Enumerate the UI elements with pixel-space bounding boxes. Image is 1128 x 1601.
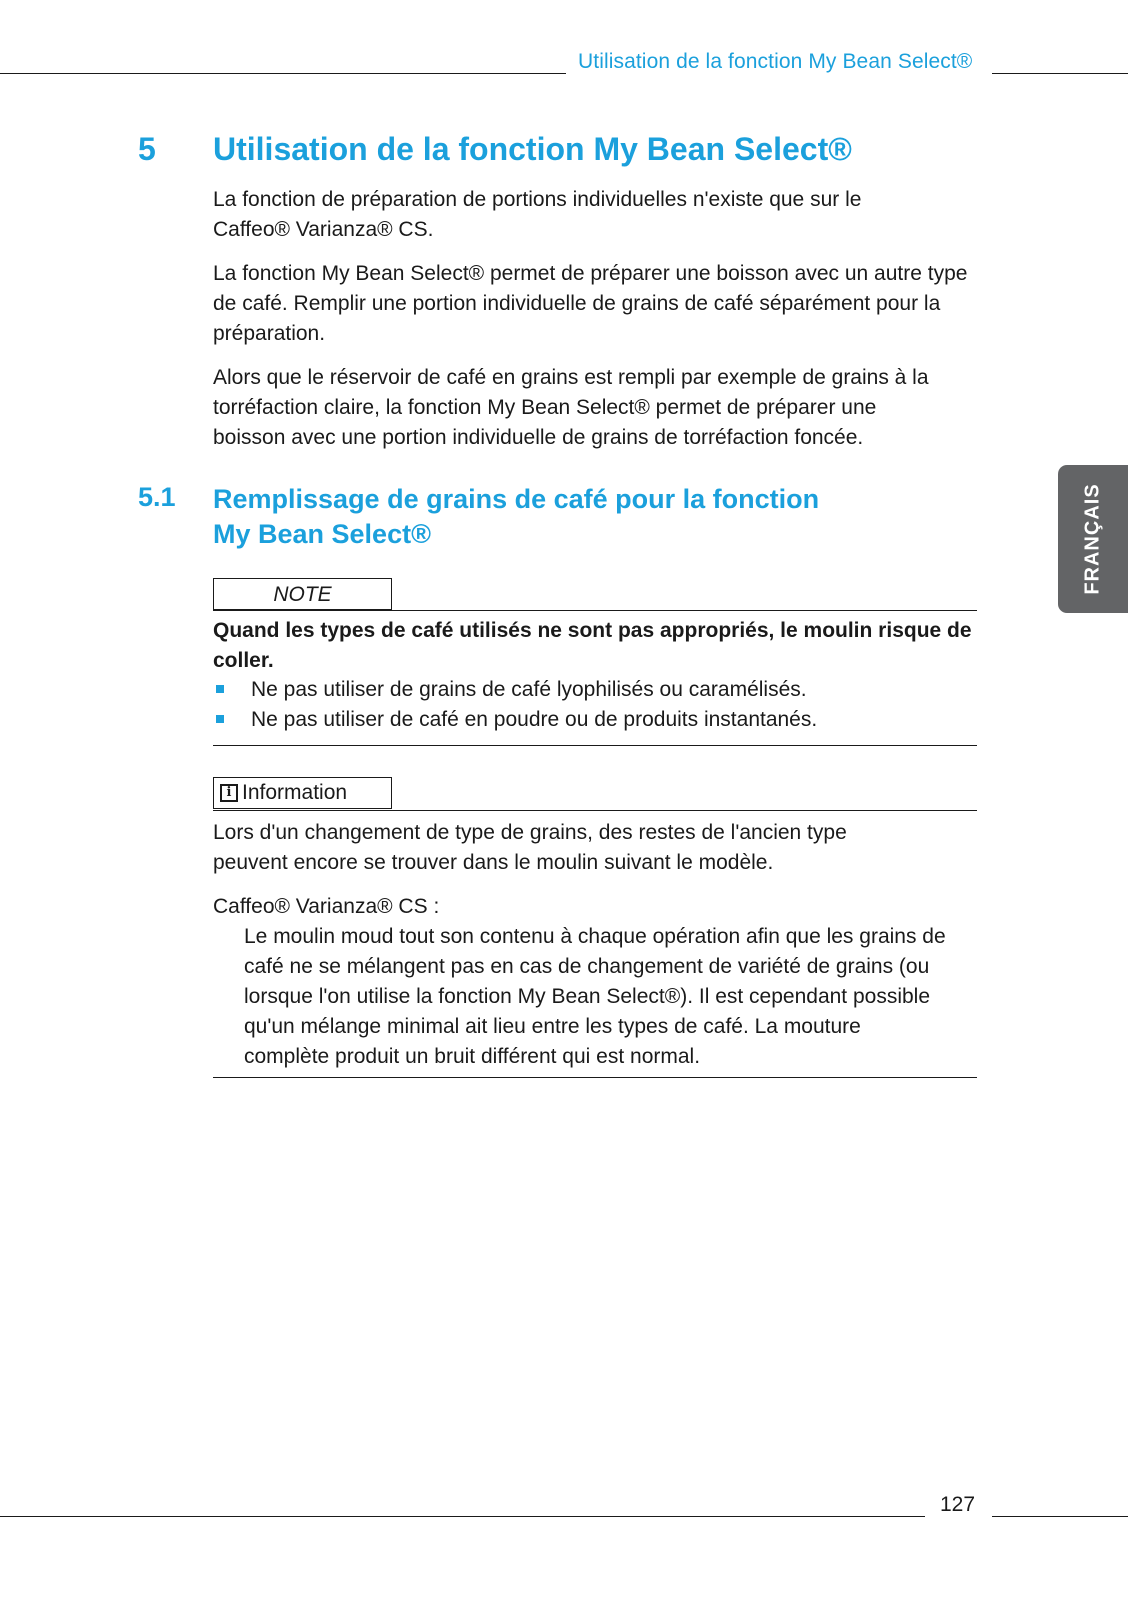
page-number: 127 <box>940 1493 976 1516</box>
info-paragraph: Lors d'un changement de type de grains, des restes de l'ancien type peuvent encore se trouver dans le moulin suivant le modèle. <box>213 821 847 874</box>
subsection-number: 5.1 <box>138 482 176 512</box>
info-top-rule <box>213 810 977 811</box>
bullet-square-icon <box>216 685 224 693</box>
section-number: 5 <box>138 131 156 167</box>
subsection-title-line-2: My Bean Select® <box>213 519 431 549</box>
note-warning: Quand les types de café utilisés ne sont pas appropriés, le moulin risque de coller. <box>213 619 972 672</box>
footer-rule-right <box>992 1516 1128 1517</box>
intro-paragraph-1: La fonction de préparation de portions individuelles n'existe que sur le Caffeo® Varianza® CS. <box>213 188 862 241</box>
subsection-title <box>213 482 933 552</box>
header-rule-left <box>0 73 566 74</box>
intro-paragraph-3: Alors que le réservoir de café en grains est rempli par exemple de grains à la torréfaction claire, la fonction My Bean Select® permet de préparer une boisson avec une portion individuelle de grains de torréfaction foncée. <box>213 366 929 449</box>
note-bullet-text: Ne pas utiliser de grains de café lyophilisés ou caramélisés. <box>251 678 807 701</box>
header-rule-right <box>992 73 1128 74</box>
bullet-square-icon <box>216 715 224 723</box>
note-bullet-2 <box>213 705 973 735</box>
language-tab <box>1058 465 1128 613</box>
subsection-title-line-1: Remplissage de grains de café pour la fonction <box>213 484 820 514</box>
note-bullet-text: Ne pas utiliser de café en poudre ou de produits instantanés. <box>251 708 818 731</box>
language-tab-label: FRANÇAIS <box>1081 483 1104 595</box>
info-icon: i <box>220 784 238 802</box>
footer-rule-left <box>0 1516 925 1517</box>
info-bottom-rule <box>213 1077 977 1078</box>
info-label-text: Information <box>242 781 348 804</box>
note-bullet-1 <box>213 675 973 705</box>
info-model: Caffeo® Varianza® CS : <box>213 895 440 918</box>
note-bottom-rule <box>213 745 977 746</box>
section-title: Utilisation de la fonction My Bean Select® <box>213 131 852 167</box>
intro-paragraph-2: La fonction My Bean Select® permet de préparer une boisson avec un autre type de café. Remplir une portion individuelle de grains de café séparément pour la préparation. <box>213 262 968 345</box>
running-header: Utilisation de la fonction My Bean Select® <box>578 50 973 73</box>
note-label: NOTE <box>213 578 392 610</box>
info-model-text: Le moulin moud tout son contenu à chaque opération afin que les grains de café ne se mélangent pas en cas de changement de variété de grains (ou lorsque l'on utilise la fonction My Bean Select®). Il est cependant possible qu'un mélange minimal ait lieu entre les types de café. La mouture complète produit un bruit différent qui est normal. <box>244 925 946 1068</box>
info-label <box>213 777 392 809</box>
